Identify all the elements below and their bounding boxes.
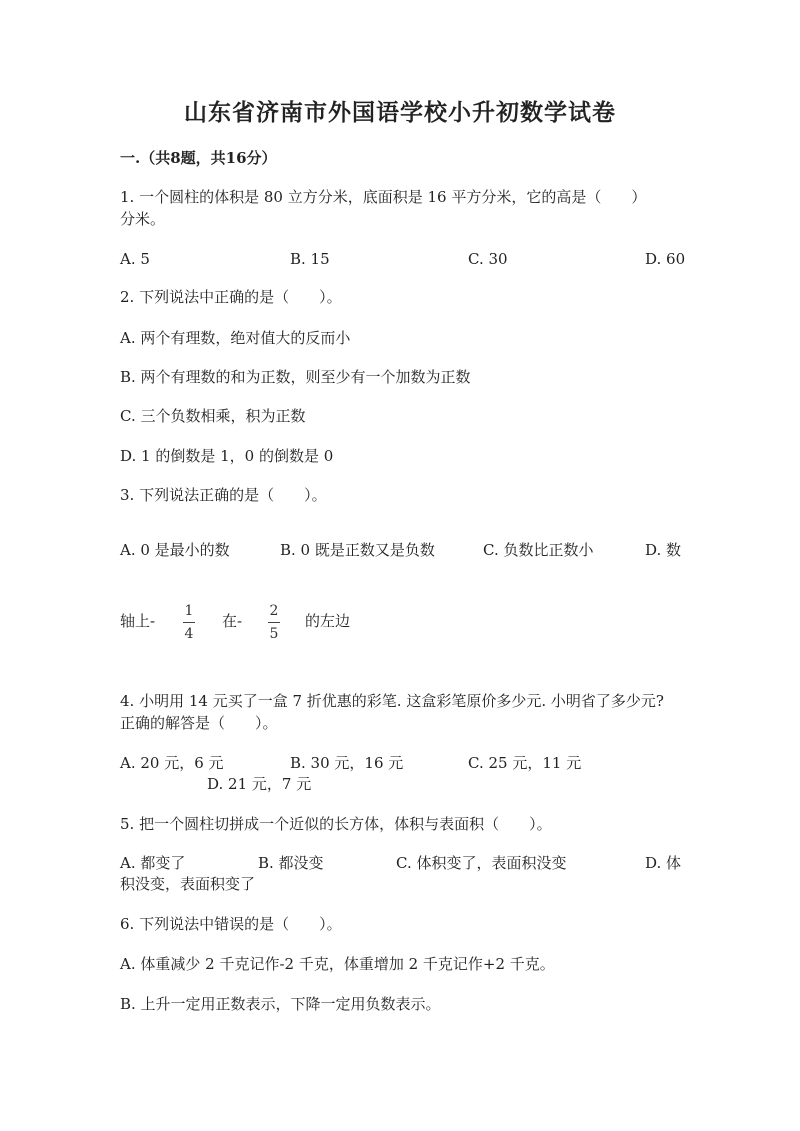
question-1-option-d: D. 60 bbox=[645, 250, 686, 268]
section-heading: 一.（共8题，共16分） bbox=[120, 149, 277, 167]
fraction-one-quarter bbox=[183, 603, 195, 642]
question-2-stem: 2. 下列说法中正确的是（ ）。 bbox=[120, 288, 342, 306]
question-4-option-b: B. 30 元，16 元 bbox=[290, 754, 404, 772]
question-1-option-b: B. 15 bbox=[290, 250, 330, 268]
question-4-stem-line2: 正确的解答是（ ）。 bbox=[120, 714, 278, 732]
question-1-stem-line1: 1. 一个圆柱的体积是 80 立方分米，底面积是 16 平方分米，它的高是（ ） bbox=[120, 188, 647, 206]
fraction-bar bbox=[268, 622, 280, 623]
question-3-option-d-continued: 轴上- bbox=[120, 612, 156, 630]
question-4-stem-line1: 4. 小明用 14 元买了一盒 7 折优惠的彩笔. 这盒彩笔原价多少元. 小明省了多少元? bbox=[120, 692, 664, 710]
fraction-denominator: 5 bbox=[269, 626, 279, 642]
question-5-option-c: C. 体积变了，表面积没变 bbox=[396, 854, 567, 872]
question-3-option-c: C. 负数比正数小 bbox=[483, 541, 594, 559]
fraction-two-fifths bbox=[268, 603, 280, 642]
question-3-stem: 3. 下列说法正确的是（ ）。 bbox=[120, 486, 327, 504]
question-6-option-a: A. 体重减少 2 千克记作-2 千克，体重增加 2 千克记作+2 千克。 bbox=[120, 955, 555, 973]
fraction-bar bbox=[183, 622, 195, 623]
question-1-option-a: A. 5 bbox=[120, 250, 150, 268]
question-5-option-a: A. 都变了 bbox=[120, 854, 186, 872]
fraction-numerator: 1 bbox=[184, 603, 194, 619]
question-4-option-c: C. 25 元，11 元 bbox=[468, 754, 582, 772]
question-3-option-a: A. 0 是最小的数 bbox=[120, 541, 230, 559]
question-3-option-d-end: 的左边 bbox=[305, 612, 351, 630]
question-6-option-b: B. 上升一定用正数表示，下降一定用负数表示。 bbox=[120, 995, 441, 1013]
question-5-option-d-continued: 积没变，表面积变了 bbox=[120, 875, 256, 893]
question-2-option-d: D. 1 的倒数是 1，0 的倒数是 0 bbox=[120, 447, 334, 465]
question-2-option-a: A. 两个有理数，绝对值大的反而小 bbox=[120, 329, 351, 347]
question-5-option-d: D. 体 bbox=[645, 854, 682, 872]
question-4-option-d: D. 21 元，7 元 bbox=[207, 775, 312, 793]
question-2-option-b: B. 两个有理数的和为正数，则至少有一个加数为正数 bbox=[120, 368, 471, 386]
question-1-option-c: C. 30 bbox=[468, 250, 508, 268]
question-4-option-a: A. 20 元，6 元 bbox=[120, 754, 224, 772]
question-5-stem: 5. 把一个圆柱切拼成一个近似的长方体，体积与表面积（ ）。 bbox=[120, 815, 552, 833]
page-title: 山东省济南市外国语学校小升初数学试卷 bbox=[184, 99, 616, 126]
fraction-denominator: 4 bbox=[184, 626, 194, 642]
question-2-option-c: C. 三个负数相乘，积为正数 bbox=[120, 407, 306, 425]
question-3-option-d-middle: 在- bbox=[222, 612, 243, 630]
fraction-numerator: 2 bbox=[269, 603, 279, 619]
question-5-option-b: B. 都没变 bbox=[258, 854, 324, 872]
question-3-option-b: B. 0 既是正数又是负数 bbox=[280, 541, 435, 559]
question-6-stem: 6. 下列说法中错误的是（ ）。 bbox=[120, 915, 342, 933]
question-3-option-d: D. 数 bbox=[645, 541, 682, 559]
question-1-stem-line2: 分米。 bbox=[120, 210, 166, 228]
